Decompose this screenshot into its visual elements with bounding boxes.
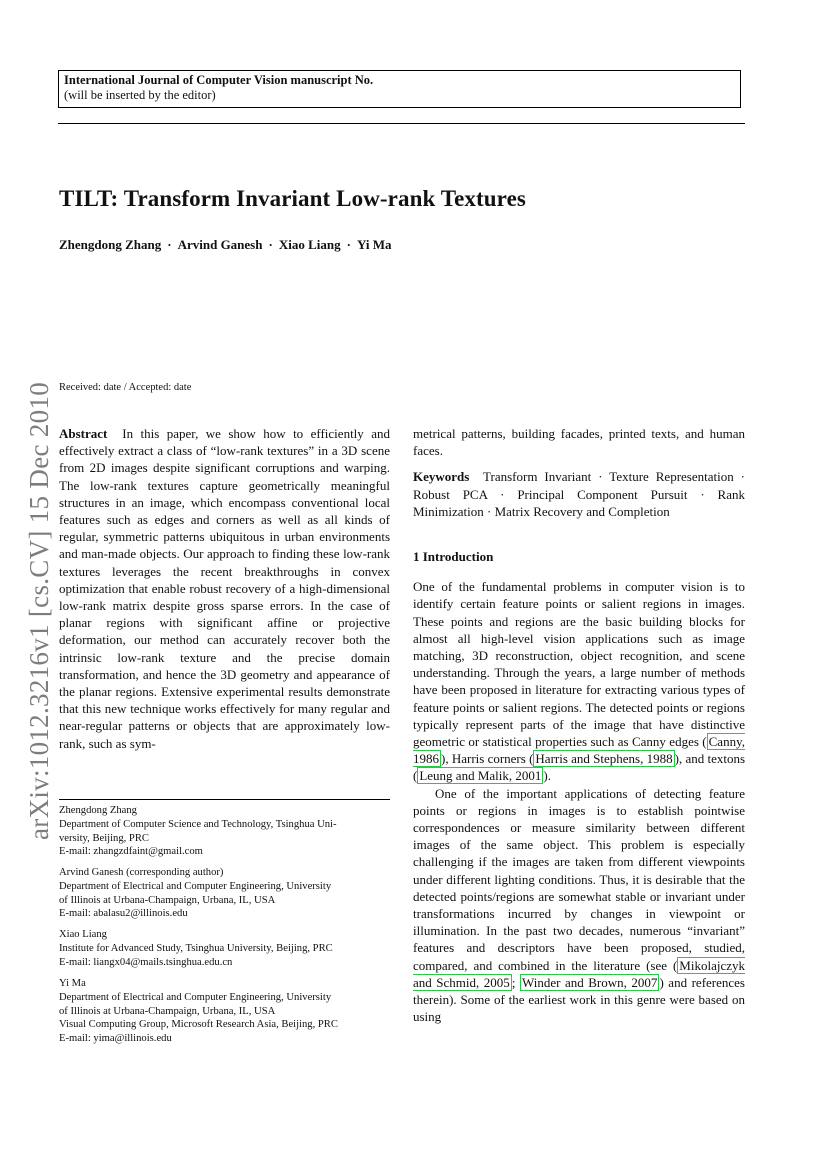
header-rule bbox=[58, 123, 745, 124]
citation-link[interactable]: Leung and Malik, 2001 bbox=[419, 768, 542, 784]
affiliation-line: Institute for Advanced Study, Tsinghua University, Beijing, PRC bbox=[59, 942, 333, 954]
intro-text: One of the fundamental problems in computer vision is to identify certain feature points or salient regions in images. These points and regions are the basic building blocks for almost all high-level vision applications such as image matching, 3D reconstruction, object recognition, and scene understanding. Through the years, a large number of methods have been proposed in literature for extracting various types of feature points or salient regions. The detected points or regions typically represent parts of the image that have distinctive geometric or statistical properties such as Canny edges ( bbox=[413, 579, 745, 750]
journal-header-box bbox=[58, 70, 741, 108]
affiliation-name: Arvind Ganesh (corresponding author) bbox=[59, 867, 224, 878]
affiliation-name: Zhengdong Zhang bbox=[59, 805, 137, 816]
author-name: Xiao Liang bbox=[278, 237, 341, 252]
journal-header-line1: International Journal of Computer Vision manuscript No. bbox=[64, 73, 374, 87]
author-separator: · bbox=[268, 237, 273, 252]
author-name: Arvind Ganesh bbox=[177, 237, 263, 252]
intro-paragraph-1 bbox=[413, 578, 745, 784]
intro-paragraph-2 bbox=[413, 785, 745, 1026]
author-name: Yi Ma bbox=[356, 237, 392, 252]
affiliation-block bbox=[59, 804, 394, 859]
author-separator: · bbox=[346, 237, 351, 252]
paper-title: TILT: Transform Invariant Low-rank Textures bbox=[59, 186, 526, 211]
intro-text: ). bbox=[543, 768, 551, 784]
left-column bbox=[59, 425, 390, 752]
citation-link[interactable]: Harris and Stephens, 1988 bbox=[535, 751, 673, 767]
affiliation-name: Xiao Liang bbox=[59, 929, 107, 940]
intro-text: One of the important applications of detecting feature points or regions in images is to establish pointwise correspondences or measure similarity between different images of the same object. This problem is especially challenging if the images are taken from different viewpoints under different lighting conditions. Thus, it is desirable that the detected points/regions are somewhat stable or invariant under transformations incurred by changes in viewpoint or illumination. In the past two decades, numerous “invariant” features and descriptors have been proposed, studied, compared, and combined in the literature (see ( bbox=[413, 785, 745, 973]
author-name: Zhengdong Zhang bbox=[59, 237, 162, 252]
abstract-text: In this paper, we show how to efficiently and effectively extract a class of “low-rank textures” in a 3D scene from 2D images despite significant corruptions and warping. The low-rank textures capture geometrically meaningful structures in an image, which encompass conventional local features such as edges and corners as well as all kinds of regular, symmetric patterns ubiquitous in urban environments and man-made objects. Our approach to finding these low-rank textures leverages the recent breakthroughs in convex optimization that enable robust recovery of a high-dimensional low-rank matrix despite gross sparse errors. In the case of planar regions with significant affine or projective deformation, our method can accurately recover both the intrinsic low-rank texture and the precise domain transformation, and hence the 3D geometry and appearance of the planar regions. Extensive experimental results demonstrate that this new technique works effectively for many regular and near-regular patterns or objects that are approximately low-rank, such as sym- bbox=[59, 426, 390, 751]
affiliation-line: of Illinois at Urbana-Champaign, Urbana, IL, USA bbox=[59, 894, 276, 906]
author-list bbox=[59, 237, 391, 253]
intro-text: ; bbox=[511, 974, 520, 990]
abstract-continued: metrical patterns, building facades, printed texts, and human faces. bbox=[413, 426, 745, 459]
affiliation-block bbox=[59, 977, 394, 1046]
intro-text: ), Harris corners ( bbox=[441, 751, 534, 767]
citation-link[interactable]: Winder and Brown, 2007 bbox=[521, 974, 658, 990]
affiliation-line: Visual Computing Group, Microsoft Research Asia, Beijing, PRC bbox=[59, 1019, 338, 1031]
affiliation-email: E-mail: abalasu2@illinois.edu bbox=[59, 908, 188, 920]
affiliation-line: versity, Beijing, PRC bbox=[59, 832, 149, 844]
received-line: Received: date / Accepted: date bbox=[59, 382, 192, 393]
affiliation-line: Department of Computer Science and Technology, Tsinghua Uni- bbox=[59, 818, 337, 830]
arxiv-stamp: arXiv:1012.3216v1 [cs.CV] 15 Dec 2010 bbox=[24, 381, 54, 840]
keywords-label: Keywords bbox=[413, 469, 470, 485]
author-separator: · bbox=[167, 237, 172, 252]
affiliation-block bbox=[59, 866, 394, 921]
abstract bbox=[59, 425, 390, 752]
affiliation-line: Department of Electrical and Computer Engineering, University bbox=[59, 880, 332, 892]
affiliation-line: Department of Electrical and Computer Engineering, University bbox=[59, 991, 332, 1003]
citation-link[interactable]: Canny, 1986 bbox=[413, 734, 745, 767]
intro-text: ), and textons ( bbox=[413, 751, 746, 784]
journal-header-line2: (will be inserted by the editor) bbox=[64, 88, 216, 102]
affiliation-email: E-mail: liangx04@mails.tsinghua.edu.cn bbox=[59, 956, 233, 968]
citation-link[interactable]: Mikolajczyk and Schmid, 2005 bbox=[413, 957, 745, 990]
affiliation-name: Yi Ma bbox=[59, 978, 86, 989]
right-column bbox=[413, 425, 745, 1026]
footnote-rule bbox=[59, 799, 390, 800]
section-heading-introduction: 1 Introduction bbox=[413, 549, 494, 565]
abstract-label: Abstract bbox=[59, 426, 108, 441]
affiliation-email: E-mail: zhangzdfaint@gmail.com bbox=[59, 846, 203, 858]
affiliation-email: E-mail: yima@illinois.edu bbox=[59, 1033, 172, 1045]
keywords-text: Transform Invariant · Texture Representation · Robust PCA · Principal Component Pursuit · Rank Minimization · Matrix Recovery and Completion bbox=[413, 469, 746, 519]
keywords bbox=[413, 468, 745, 520]
intro-text: ) and references therein). Some of the earliest work in this genre were based on using bbox=[413, 974, 745, 1025]
affiliation-line: of Illinois at Urbana-Champaign, Urbana, IL, USA bbox=[59, 1005, 276, 1017]
affiliation-block bbox=[59, 928, 394, 969]
